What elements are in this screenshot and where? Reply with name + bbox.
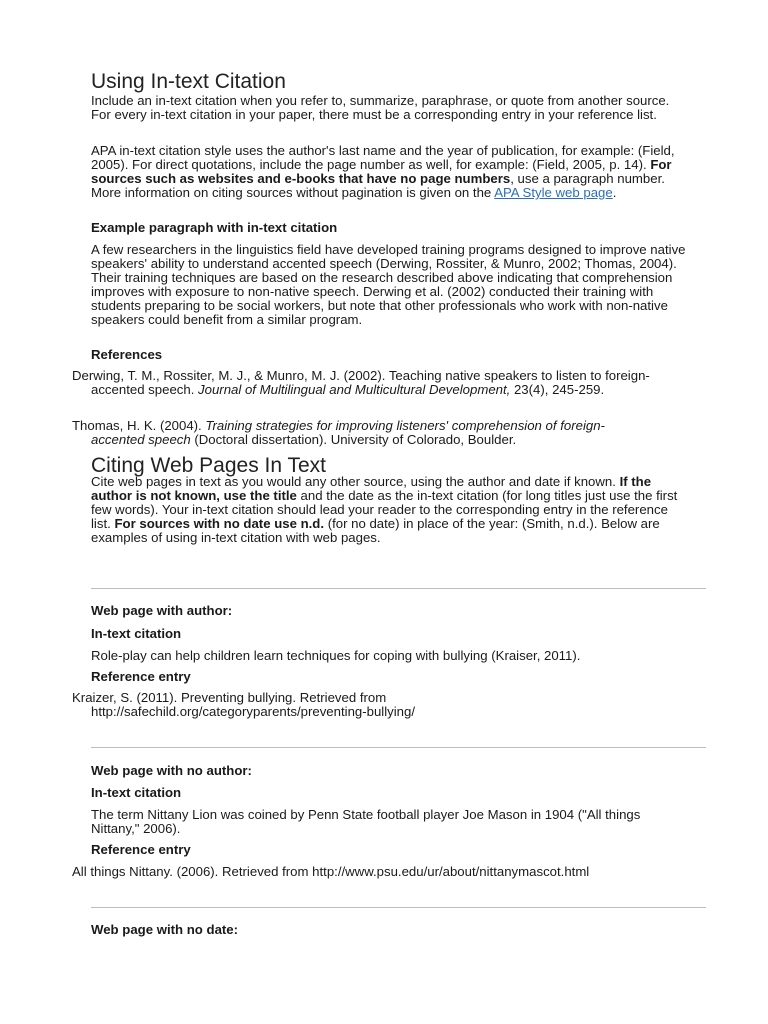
section-title-citing-web-pages: Citing Web Pages In Text — [91, 454, 327, 477]
text: (Doctoral dissertation). University of Colorado, Boulder. — [190, 432, 517, 447]
bold-text: For sources with no date use n.d. — [114, 516, 325, 531]
text: and the date as the in-text citation (for long titles just use the first few words). Your in-text citation should lead your reader to the corresponding entry in the reference list. — [91, 488, 678, 531]
work-title: Training strategies for improving listeners' comprehension of foreign-accented speech — [91, 418, 605, 447]
text: , use a paragraph number. More information on citing sources without pagination is given on the — [91, 171, 665, 200]
text: 23(4), 245-259. — [510, 382, 605, 397]
web-pages-paragraph — [91, 475, 691, 545]
text: Thomas, H. K. (2004). — [72, 418, 206, 433]
in-text-citation-label: In-text citation — [91, 626, 182, 641]
reference-entry-label: Reference entry — [91, 842, 191, 857]
reference-entry-label: Reference entry — [91, 669, 191, 684]
in-text-citation-example: Role-play can help children learn techniques for coping with bullying (Kraiser, 2011). — [91, 648, 581, 663]
references-heading: References — [91, 347, 163, 362]
divider — [91, 588, 706, 589]
bold-text: For sources such as websites and e-books that have no page numbers — [91, 157, 672, 186]
apa-style-web-page-link[interactable]: APA Style web page — [494, 185, 613, 200]
text: Cite web pages in text as you would any other source, using the author and date if known. — [91, 474, 620, 489]
apa-style-paragraph — [91, 144, 691, 200]
divider — [91, 747, 706, 748]
text: Derwing, T. M., Rossiter, M. J., & Munro, M. J. (2002). Teaching native speakers to listen to foreign-accented speech. — [72, 368, 650, 397]
reference-entry-derwing — [72, 369, 651, 397]
divider — [91, 907, 706, 908]
reference-entry-example: All things Nittany. (2006). Retrieved from http://www.psu.edu/ur/about/nittanymascot.html — [72, 864, 590, 879]
reference-entry-example: Kraizer, S. (2011). Preventing bullying. Retrieved from http://safechild.org/categoryparents/preventing-bullying/ — [72, 690, 416, 719]
text: (for no date) in place of the year: (Smith, n.d.). Below are examples of using in-text citation with web pages. — [91, 516, 660, 545]
example-heading: Web page with no date: — [91, 922, 239, 937]
example-heading: Example paragraph with in-text citation — [91, 220, 338, 235]
text: . — [612, 185, 617, 200]
text: APA in-text citation style uses the author's last name and the year of publication, for example: (Field, 2005). For direct quotations, include the page number as well, for example: (Field, 2005, p. 14). — [91, 143, 675, 172]
journal-title: Journal of Multilingual and Multicultural Development, — [198, 382, 511, 397]
example-heading: Web page with author: — [91, 603, 233, 618]
section-title-in-text-citation: Using In-text Citation — [91, 70, 286, 93]
example-heading: Web page with no author: — [91, 763, 252, 778]
bold-text: If the author is not known, use the title — [91, 474, 652, 503]
in-text-citation-label: In-text citation — [91, 785, 182, 800]
in-text-citation-example: The term Nittany Lion was coined by Penn State football player Joe Mason in 1904 ("All things Nittany," 2006). — [91, 807, 641, 836]
example-paragraph: A few researchers in the linguistics field have developed training programs designed to improve native speakers' ability to understand accented speech (Derwing, Rossiter, & Munro, 2002; Thomas, 2004). Their training techniques are based on the research described above indicating that comprehension improves with exposure to non-native speech. Derwing et al. (2002) conducted their training with students preparing to be social workers, but note that other professionals who work with non-native speakers could benefit from a similar program. — [91, 242, 686, 327]
intro-paragraph: Include an in-text citation when you refer to, summarize, paraphrase, or quote from another source. For every in-text citation in your paper, there must be a corresponding entry in your reference list. — [91, 93, 670, 122]
reference-entry-thomas — [72, 419, 651, 447]
